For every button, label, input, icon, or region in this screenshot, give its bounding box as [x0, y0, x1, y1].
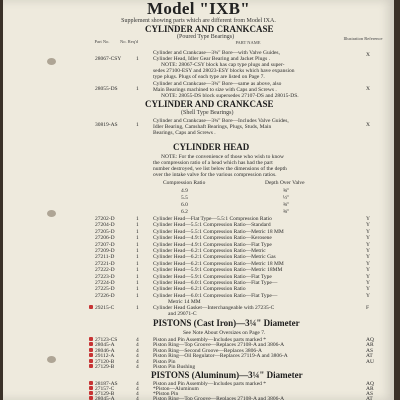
- quantity: 4: [136, 347, 139, 354]
- red-marker: [89, 305, 93, 309]
- quantity: 1: [136, 280, 139, 286]
- quantity: 1: [136, 267, 139, 274]
- part-description: Cylinder Head, Idler Gear Bearing and Jacket Plugs .: [153, 56, 270, 62]
- illustration-ref: X: [366, 52, 370, 58]
- part-description: Piston Pin Bushing: [153, 364, 196, 370]
- part-number: 27205-D: [95, 228, 115, 235]
- part-description: Main Bearings machined to size with Caps and Screws .: [153, 87, 277, 93]
- quantity: 1: [136, 222, 139, 229]
- part-description: Piston and Pin Assembly—Includes parts marked *: [153, 381, 267, 387]
- part-number: 27225-D: [95, 286, 115, 293]
- illustration-ref: Y: [366, 280, 370, 286]
- part-description: Cylinder Head—4.9:1 Compression Ratio—Kerosene: [153, 235, 272, 242]
- quantity: 1: [136, 273, 139, 280]
- binder-hole: [47, 210, 56, 217]
- illustration-ref: X: [366, 122, 370, 128]
- illustration-ref: Y: [366, 267, 370, 274]
- illustration-ref: AS: [366, 347, 374, 354]
- red-marker: [89, 359, 93, 363]
- red-marker: [89, 381, 93, 385]
- page-subtitle: Supplement showing parts which are different from Model IXA.: [121, 18, 276, 24]
- illustration-ref: Y: [366, 228, 370, 235]
- part-number: 27207-D: [95, 241, 115, 248]
- part-number: 27224-D: [95, 280, 115, 286]
- illustration-ref: AT: [366, 353, 373, 360]
- note-text: NOTE: For the convenience of those who wish to know: [161, 154, 284, 160]
- part-description: Cylinder Head—5.9:1 Compression Ratio—Metric 18MM: [153, 267, 283, 274]
- quantity: 1: [136, 228, 139, 235]
- ratio-cell: 4.9: [181, 188, 188, 194]
- part-description: Cylinder Head Gasket—Interchangeable with 27235-C: [153, 305, 275, 311]
- section-title: PISTONS (Cast Iron)—3¼" Diameter: [153, 318, 300, 328]
- section-title: CYLINDER HEAD: [173, 142, 250, 152]
- part-number: 27129-B: [95, 364, 115, 370]
- part-description: Cylinder and Crankcase—3¾" Bore—same as above, also: [153, 81, 282, 87]
- catalog-page: [3, 0, 394, 400]
- part-number: 27120-B: [95, 358, 115, 365]
- part-description: Piston Ring—Top Groove—Replaces 27108-A and 3806-A: [153, 396, 285, 400]
- illustration-ref: Y: [366, 235, 370, 242]
- section-title: PISTONS (Aluminum)—3¼" Diameter: [151, 370, 303, 380]
- part-number: 27204-D: [95, 222, 115, 229]
- ratio-cell: 6.0: [181, 202, 188, 208]
- quantity: 4: [136, 391, 139, 397]
- part-description: Cylinder Head—4.9:1 Compression Ratio—Flat Type: [153, 241, 272, 248]
- illustration-ref: Y: [366, 286, 370, 293]
- part-description: Cylinder Head—6.2:1 Compression Ratio: [153, 286, 246, 293]
- red-marker: [89, 364, 93, 368]
- illustration-ref: X: [366, 86, 370, 92]
- part-number: 27123-CS: [95, 337, 118, 343]
- quantity: 4: [136, 381, 139, 387]
- red-marker: [89, 342, 93, 346]
- quantity: 1: [136, 260, 139, 267]
- illustration-ref: Y: [366, 273, 370, 280]
- part-description: Cylinder Head—5.9:1 Compression Ratio—Flat Type: [153, 273, 272, 280]
- binder-hole: [47, 356, 56, 363]
- illustration-ref: Y: [366, 216, 370, 222]
- illustration-ref: Y: [366, 248, 370, 254]
- quantity: 1: [136, 241, 139, 248]
- part-number: 27157-C: [95, 386, 115, 392]
- quantity: 4: [136, 337, 139, 343]
- column-no-reqd: No. Req'd: [119, 39, 139, 44]
- see-note: See Note About Oversizes on Page 7.: [183, 330, 266, 336]
- part-number: 27202-D: [95, 216, 115, 222]
- ratio-cell: 5.5: [181, 195, 188, 201]
- quantity: 4: [136, 386, 139, 392]
- part-number: 27129-B: [95, 391, 115, 397]
- illustration-ref: AQ: [366, 337, 374, 343]
- red-marker: [89, 348, 93, 352]
- part-number: 27226-D: [95, 292, 115, 299]
- part-number: 28187-AS: [95, 381, 118, 387]
- column-part-name: PART NAME: [235, 40, 261, 45]
- part-description: Cylinder Head—5.5:1 Compression Ratio—Standard: [153, 222, 271, 229]
- part-note: NOTE: 28067-CSY block has cap type plugs and super-: [161, 62, 285, 68]
- illustration-ref: F: [366, 305, 370, 311]
- section-title: CYLINDER AND CRANKCASE: [145, 24, 274, 34]
- illustration-ref: AT: [366, 396, 373, 400]
- part-description: Piston Ring—Oil Regulator—Replaces 27119-A and 3806-A: [153, 353, 288, 360]
- table-header: Depth Over Valve: [265, 180, 305, 186]
- red-marker: [89, 396, 93, 400]
- quantity: 1: [136, 216, 139, 222]
- depth-cell: ⅝": [283, 188, 290, 194]
- illustration-ref: Y: [366, 241, 370, 248]
- part-description: Cylinder Head—6.2:1 Compression Ratio—Metric Gas: [153, 254, 276, 261]
- depth-cell: ½": [283, 195, 290, 201]
- part-description: Cylinder Head—Flat Type—5.5:1 Compression Ratio: [153, 216, 272, 222]
- quantity: 4: [136, 358, 139, 365]
- part-description: Idler Bearing, Camshaft Bearings, Plugs, Studs, Main: [153, 124, 272, 130]
- quantity: 1: [136, 56, 139, 62]
- part-description-continued: Metric 14 MM: [168, 299, 201, 305]
- part-description: Cylinder and Crankcase—3¾" Bore—Includes Valve Guides,: [153, 118, 289, 124]
- part-number: 27222-D: [95, 267, 115, 274]
- depth-cell: ⅜": [283, 202, 290, 208]
- part-number: 28046-A: [95, 347, 115, 354]
- part-description: Cylinder Head—6.0:1 Compression Ratio—Flat Type—: [153, 292, 278, 299]
- part-number: 27223-D: [95, 273, 115, 280]
- part-number: 27209-D: [95, 248, 115, 254]
- part-description: Cylinder Head—5.5:1 Compression Ratio—Metric 18 MM: [153, 228, 284, 235]
- part-number: 27221-D: [95, 260, 115, 267]
- illustration-ref: AQ: [366, 381, 374, 387]
- illustration-ref: Y: [366, 260, 370, 267]
- part-number: 28055-DS: [95, 86, 118, 92]
- column-illustration: Illustration Reference: [343, 36, 383, 41]
- column-part-no: Part No.: [94, 39, 110, 44]
- quantity: 4: [136, 353, 139, 360]
- part-description: Cylinder Head—6.2:1 Compression Ratio—Metric: [153, 248, 266, 254]
- table-header: Compression Ratio: [163, 180, 206, 186]
- red-marker: [89, 386, 93, 390]
- part-description: Piston and Pin Assembly—Includes parts marked *: [153, 337, 267, 343]
- ratio-cell: 6.2: [181, 209, 188, 215]
- part-description: Bearings, Caps and Screws .: [153, 130, 216, 136]
- illustration-ref: Y: [366, 292, 370, 299]
- part-number: 29215-C: [95, 305, 115, 311]
- quantity: 1: [136, 86, 139, 92]
- part-description: Piston Ring—Top Groove—Replaces 27108-A and 3806-A: [153, 342, 285, 349]
- part-description: Piston Pin: [153, 358, 176, 365]
- illustration-ref: AR: [366, 342, 374, 349]
- quantity: 1: [136, 122, 139, 128]
- note-text: over the intake valve for the various compression ratios.: [153, 172, 277, 178]
- quantity: 1: [136, 305, 139, 311]
- section-subtitle: (Poured Type Bearings): [177, 34, 235, 40]
- note-text: the compression ratio of a head which has had the part: [153, 160, 273, 166]
- red-marker: [89, 353, 93, 357]
- part-note: NOTE: 28055-DS block supersedes 27107-DS and 28015-DS.: [161, 93, 299, 99]
- red-marker: [89, 391, 93, 395]
- part-description: *Piston—Aluminum: [153, 386, 199, 392]
- illustration-ref: AU: [366, 358, 374, 365]
- part-number: 28045-A: [95, 342, 115, 349]
- part-description: Cylinder and Crankcase—3¾" Bore—with Valve Guides,: [153, 50, 280, 56]
- part-description-continued: and 29071-C: [168, 311, 197, 317]
- part-number: 28045-A: [95, 396, 115, 400]
- section-title: CYLINDER AND CRANKCASE: [145, 99, 274, 109]
- quantity: 1: [136, 286, 139, 293]
- section-subtitle: (Shell Type Bearings): [181, 110, 234, 116]
- quantity: 1: [136, 292, 139, 299]
- part-number: 29112-A: [95, 353, 115, 360]
- part-note: type plugs. Plugs of each type are listed on Page 7.: [153, 74, 265, 80]
- part-number: 28067-CSY: [95, 56, 122, 62]
- quantity: 1: [136, 254, 139, 261]
- part-number: 30819-AS: [95, 122, 118, 128]
- illustration-ref: Y: [366, 254, 370, 261]
- binder-hole: [47, 58, 56, 65]
- part-description: Piston Ring—Second Groove—Replaces 3806-A: [153, 347, 262, 354]
- quantity: 4: [136, 364, 139, 370]
- part-description: Cylinder Head—6.0:1 Compression Ratio—Flat Type—: [153, 280, 278, 286]
- part-description: *Piston Pin: [153, 391, 179, 397]
- illustration-ref: AS: [366, 391, 374, 397]
- part-number: 27206-D: [95, 235, 115, 242]
- illustration-ref: Y: [366, 222, 370, 229]
- red-marker: [89, 337, 93, 341]
- page-title: Model "IXB": [147, 0, 250, 18]
- note-text: number destroyed, we list below the dimensions of the depth: [153, 166, 287, 172]
- quantity: 4: [136, 342, 139, 349]
- part-number: 27211-D: [95, 254, 115, 261]
- depth-cell: ⅜": [283, 209, 290, 215]
- illustration-ref: AR: [366, 386, 374, 392]
- quantity: 1: [136, 248, 139, 254]
- part-note: sedes 27100-ESY and 28023-ESY blocks which have expansion: [153, 68, 295, 74]
- quantity: 1: [136, 235, 139, 242]
- quantity: 4: [136, 396, 139, 400]
- part-description: Cylinder Head—6.2:1 Compression Ratio—Metric 18 MM: [153, 260, 284, 267]
